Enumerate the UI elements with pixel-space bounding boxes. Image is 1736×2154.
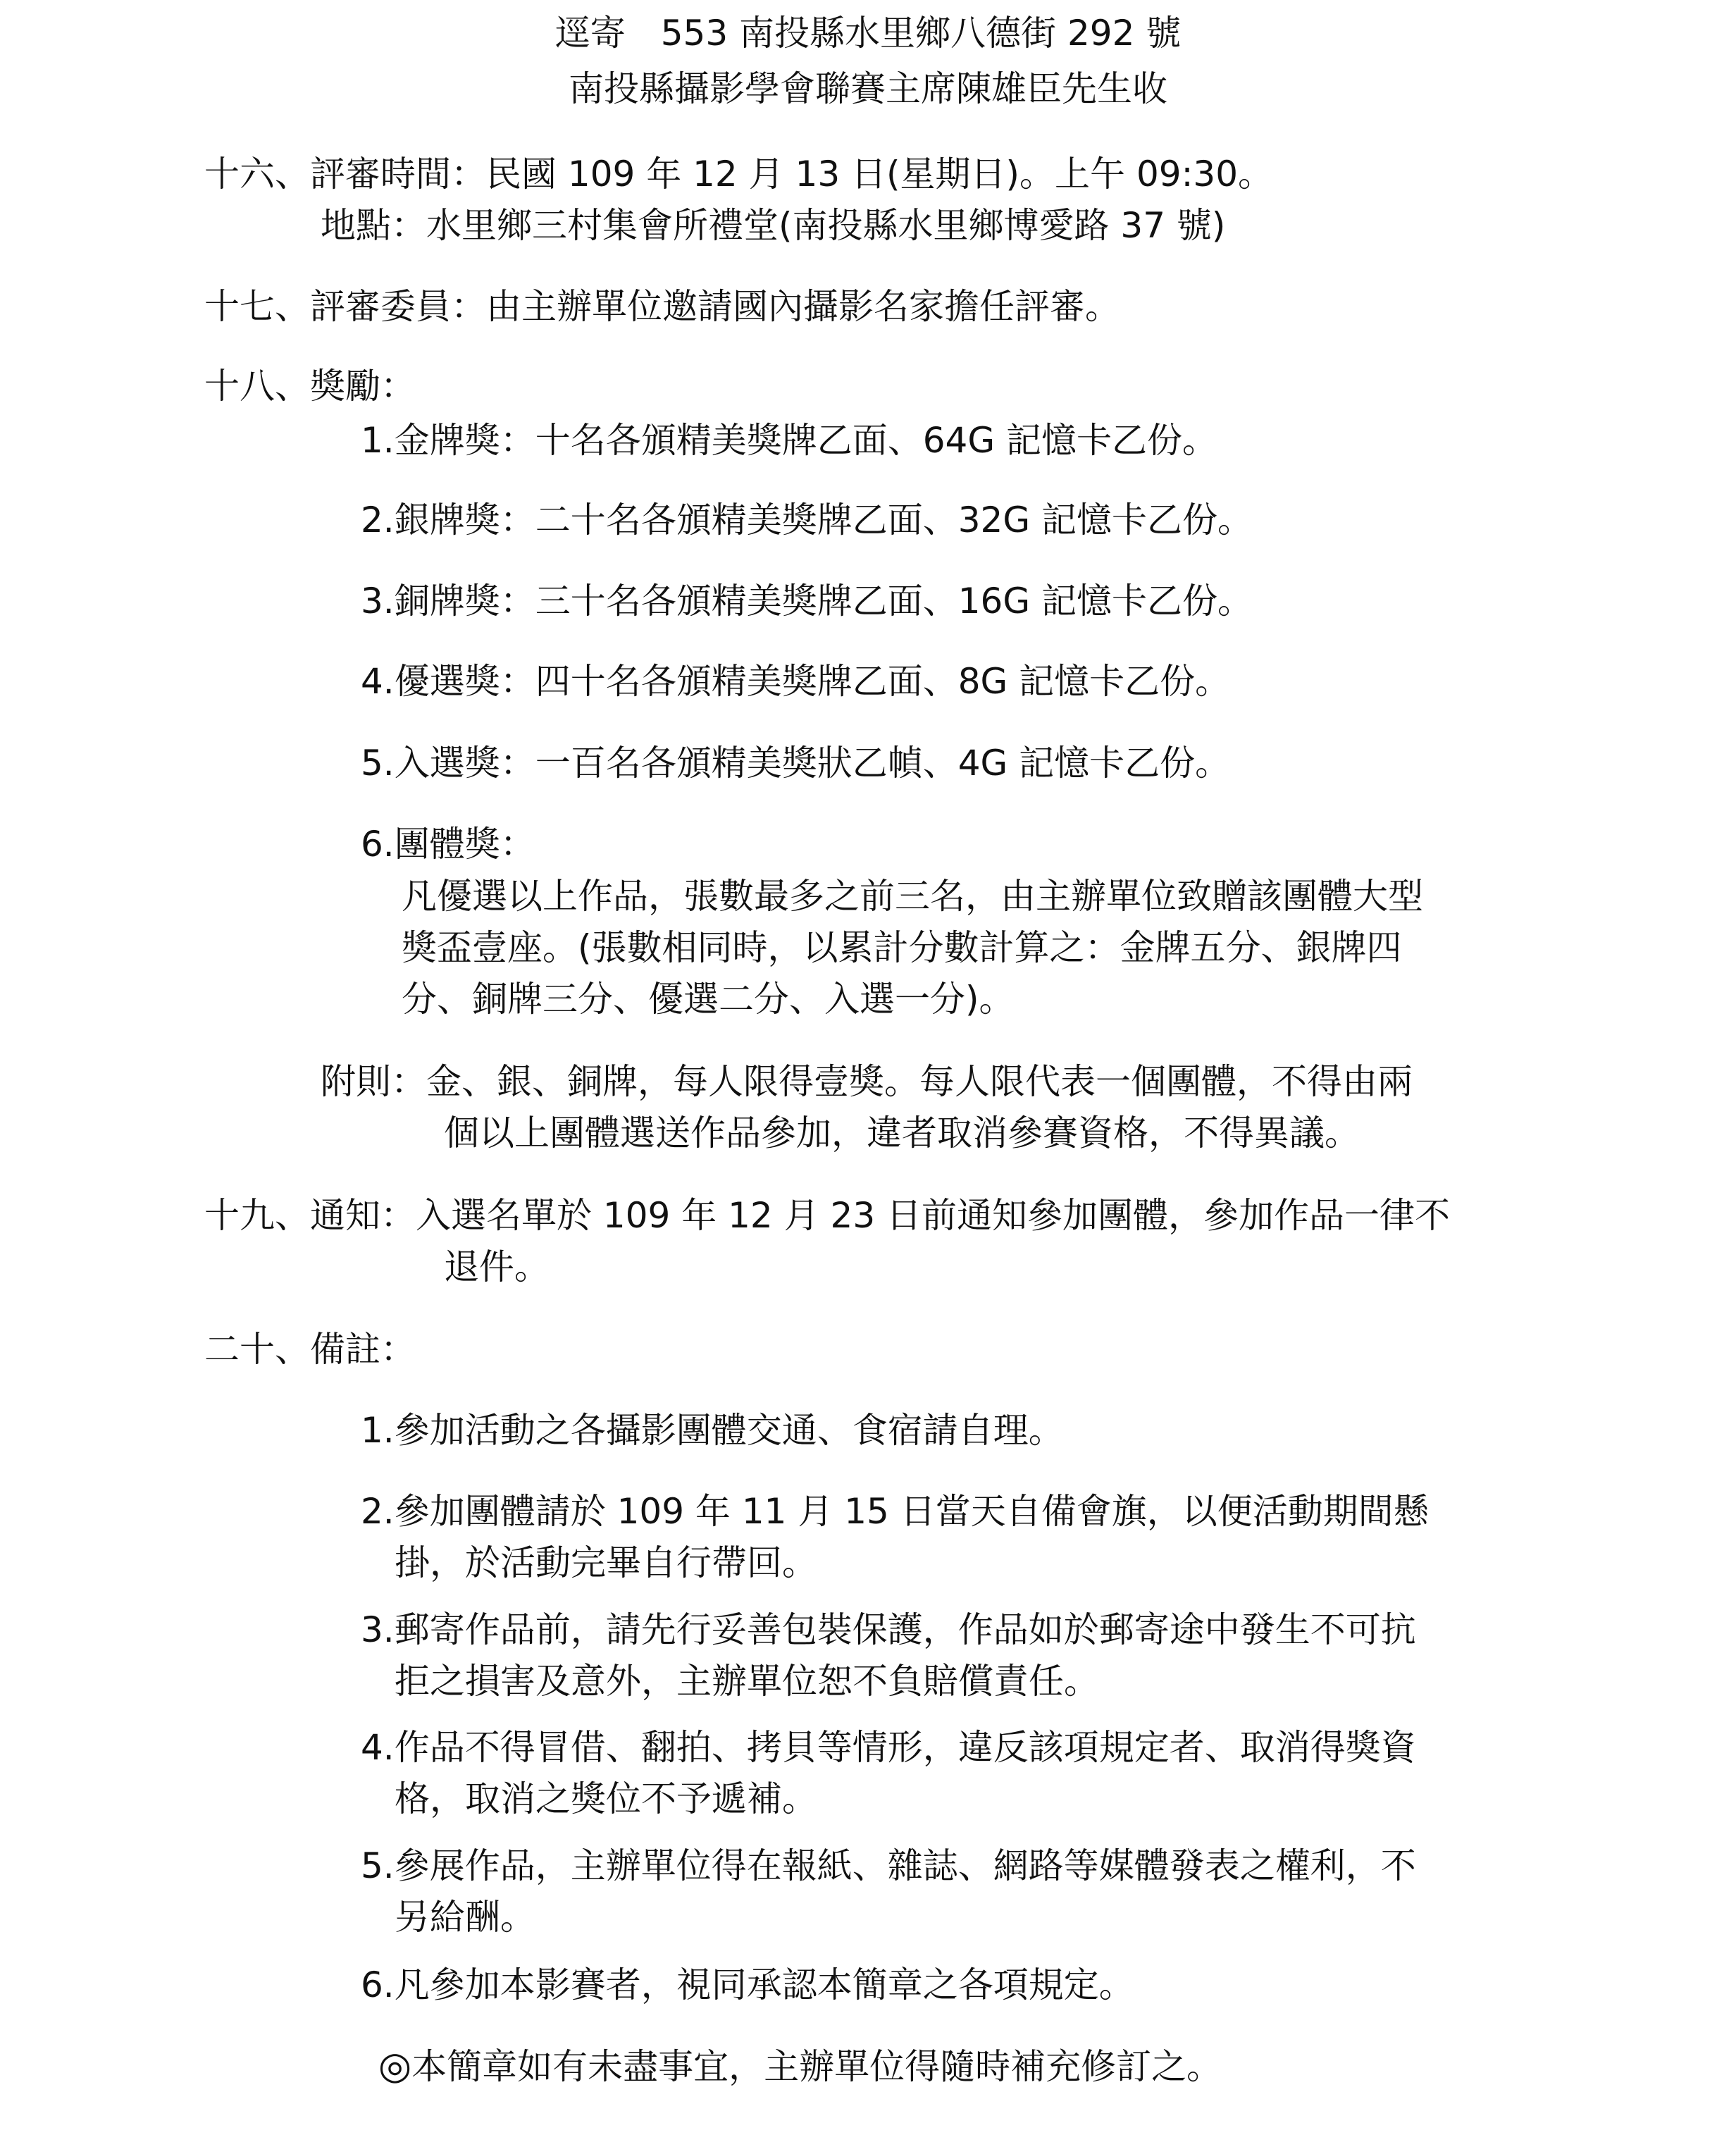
section16-judging-time: 十六、評審時間：民國 109 年 12 月 13 日(星期日)。上午 09:30。: [204, 154, 1274, 194]
award-bronze: 3.銅牌獎：三十名各頒精美獎牌乙面、16G 記憶卡乙份。: [361, 581, 1253, 621]
award-gold: 1.金牌獎：十名各頒精美獎牌乙面、64G 記憶卡乙份。: [361, 420, 1217, 461]
section20-heading: 二十、備註：: [204, 1329, 416, 1370]
note-5-line-1: 5.參展作品，主辦單位得在報紙、雜誌、網路等媒體發表之權利，不: [361, 1845, 1416, 1886]
note-1: 1.參加活動之各攝影團體交通、食宿請自理。: [361, 1410, 1064, 1451]
section19-line-2: 退件。: [444, 1246, 550, 1287]
group-award-line-2: 獎盃壹座。(張數相同時，以累計分數計算之：金牌五分、銀牌四: [402, 927, 1402, 968]
rule-line-1: 附則：金、銀、銅牌，每人限得壹獎。每人限代表一個團體，不得由兩: [321, 1061, 1413, 1102]
double-circle-icon: ◎: [378, 2043, 412, 2088]
award-silver: 2.銀牌獎：二十名各頒精美獎牌乙面、32G 記憶卡乙份。: [361, 500, 1253, 540]
address-line: 逕寄 553 南投縣水里鄉八德街 292 號: [554, 13, 1182, 54]
section16-location: 地點：水里鄉三村集會所禮堂(南投縣水里鄉博愛路 37 號): [321, 205, 1226, 246]
note-6: 6.凡參加本影賽者，視同承認本簡章之各項規定。: [361, 1964, 1134, 2005]
note-5-line-2: 另給酬。: [395, 1897, 535, 1938]
note-2-line-1: 2.參加團體請於 109 年 11 月 15 日當天自備會旗，以便活動期間懸: [361, 1491, 1429, 1532]
group-award-line-1: 凡優選以上作品，張數最多之前三名，由主辦單位致贈該團體大型: [402, 876, 1423, 917]
note-4-line-2: 格，取消之獎位不予遞補。: [395, 1778, 817, 1819]
award-group-heading: 6.團體獎：: [361, 824, 535, 865]
rule-line-2: 個以上團體選送作品參加，違者取消參賽資格，不得異議。: [444, 1113, 1360, 1153]
note-4-line-1: 4.作品不得冒借、翻拍、拷貝等情形，違反該項規定者、取消得獎資: [361, 1727, 1416, 1768]
award-selected: 5.入選獎：一百名各頒精美獎狀乙幀、4G 記憶卡乙份。: [361, 743, 1231, 784]
award-merit: 4.優選獎：四十名各頒精美獎牌乙面、8G 記憶卡乙份。: [361, 661, 1231, 702]
section19-line-1: 十九、通知：入選名單於 109 年 12 月 23 日前通知參加團體，參加作品一律不: [204, 1195, 1451, 1236]
section18-heading: 十八、獎勵：: [204, 366, 416, 407]
note-2-line-2: 掛，於活動完畢自行帶回。: [395, 1542, 817, 1583]
footer-note: [378, 2043, 1222, 2088]
section17-judges: 十七、評審委員：由主辦單位邀請國內攝影名家擔任評審。: [204, 286, 1120, 327]
group-award-line-3: 分、銅牌三分、優選二分、入選一分)。: [402, 979, 1015, 1020]
recipient-line: 南投縣攝影學會聯賽主席陳雄臣先生收: [569, 68, 1167, 109]
note-3-line-2: 拒之損害及意外，主辦單位恕不負賠償責任。: [395, 1661, 1099, 1702]
footer-text: 本簡章如有未盡事宜，主辦單位得隨時補充修訂之。: [411, 2046, 1222, 2087]
note-3-line-1: 3.郵寄作品前，請先行妥善包裝保護，作品如於郵寄途中發生不可抗: [361, 1609, 1416, 1650]
